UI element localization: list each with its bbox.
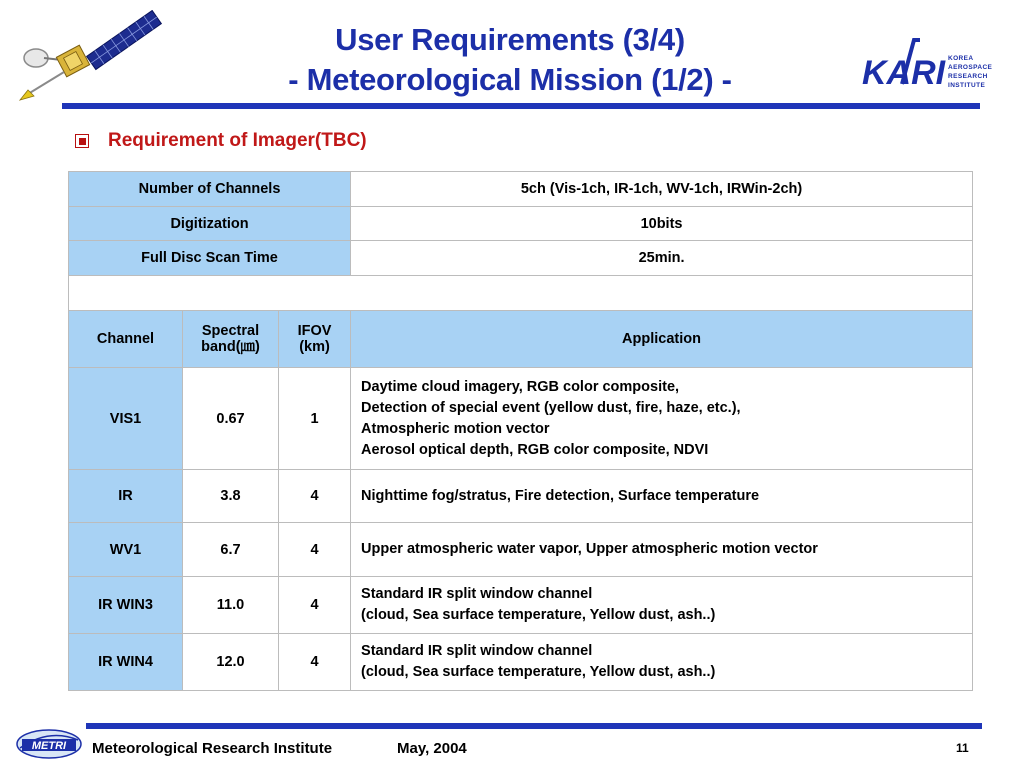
application-line: Nighttime fog/stratus, Fire detection, Surface temperature	[361, 487, 760, 504]
application-line: Standard IR split window channel	[361, 643, 593, 659]
application-line: (cloud, Sea surface temperature, Yellow dust, ash..)	[361, 664, 716, 680]
kari-logo-mark	[862, 34, 948, 94]
kari-line-3: RESEARCH INSTITUTE	[948, 73, 988, 89]
channel-name: IR WIN4	[69, 634, 183, 691]
application-line: Aerosol optical depth, RGB color composite, NDVI	[361, 441, 709, 458]
title-line-2: - Meteorological Mission (1/2) -	[288, 62, 732, 97]
spacer-row	[69, 276, 973, 311]
summary-row	[69, 207, 973, 241]
empty-cell	[69, 276, 973, 311]
square-bullet-icon	[75, 134, 89, 148]
kari-logo	[862, 34, 1012, 94]
spectral-header-line-1: Spectral	[201, 323, 260, 339]
channel-row	[69, 634, 973, 691]
channel-band: 0.67	[183, 368, 279, 470]
channel-name: WV1	[69, 523, 183, 577]
footer-date: May, 2004	[397, 740, 467, 757]
channel-ifov: 4	[279, 634, 351, 691]
slide-title	[200, 20, 820, 100]
channel-band: 11.0	[183, 577, 279, 634]
ifov-header	[279, 311, 351, 368]
application-line: Standard IR split window channel	[361, 586, 593, 602]
imager-requirements-table	[68, 171, 973, 691]
kari-institute-name	[948, 54, 1012, 90]
channel-row	[69, 523, 973, 577]
section-heading: Requirement of Imager(TBC)	[108, 130, 367, 151]
metri-logo	[14, 722, 84, 762]
kari-line-1: KOREA	[948, 55, 974, 62]
channel-band: 6.7	[183, 523, 279, 577]
channels-header-row	[69, 311, 973, 368]
channel-ifov: 1	[279, 368, 351, 470]
summary-label: Number of Channels	[69, 172, 351, 207]
channel-application	[351, 523, 973, 577]
summary-value: 10bits	[351, 207, 973, 241]
channel-ifov: 4	[279, 577, 351, 634]
channel-name: IR WIN3	[69, 577, 183, 634]
spectral-band-header	[183, 311, 279, 368]
channel-header: Channel	[69, 311, 183, 368]
channel-band: 12.0	[183, 634, 279, 691]
channel-application	[351, 368, 973, 470]
summary-label: Digitization	[69, 207, 351, 241]
channel-ifov: 4	[279, 523, 351, 577]
kari-line-2: AEROSPACE	[948, 64, 993, 71]
title-line-1: User Requirements (3/4)	[335, 22, 685, 57]
channel-row	[69, 470, 973, 523]
summary-row	[69, 172, 973, 207]
page-number: 11	[956, 741, 969, 755]
application-line: Upper atmospheric water vapor, Upper atmospheric motion vector	[361, 541, 818, 557]
channel-row	[69, 368, 973, 470]
application-line: Daytime cloud imagery, RGB color composite,	[361, 378, 680, 395]
metri-logo-text: METRI	[31, 740, 67, 752]
ifov-header-line-1: IFOV	[297, 323, 332, 339]
spectral-header-line-2: band(㎛)	[201, 339, 260, 355]
summary-label: Full Disc Scan Time	[69, 241, 351, 276]
application-line: Atmospheric motion vector	[361, 420, 550, 437]
footer-institute: Meteorological Research Institute	[92, 740, 333, 757]
ifov-header-line-2: (km)	[299, 339, 330, 355]
summary-value: 25min.	[351, 241, 973, 276]
summary-row	[69, 241, 973, 276]
channel-application	[351, 634, 973, 691]
channel-band: 3.8	[183, 470, 279, 523]
channel-name: IR	[69, 470, 183, 523]
application-line: Detection of special event (yellow dust, fire, haze, etc.),	[361, 399, 741, 416]
channel-name: VIS1	[69, 368, 183, 470]
channel-ifov: 4	[279, 470, 351, 523]
kari-logo-text: KARI	[862, 54, 946, 92]
footer-divider	[86, 723, 982, 729]
satellite-illustration	[14, 10, 164, 102]
summary-value: 5ch (Vis-1ch, IR-1ch, WV-1ch, IRWin-2ch)	[351, 172, 973, 207]
application-header: Application	[351, 311, 973, 368]
channel-application	[351, 470, 973, 523]
channel-row	[69, 577, 973, 634]
channel-application	[351, 577, 973, 634]
header-divider	[62, 103, 980, 109]
application-line: (cloud, Sea surface temperature, Yellow dust, ash..)	[361, 607, 716, 623]
